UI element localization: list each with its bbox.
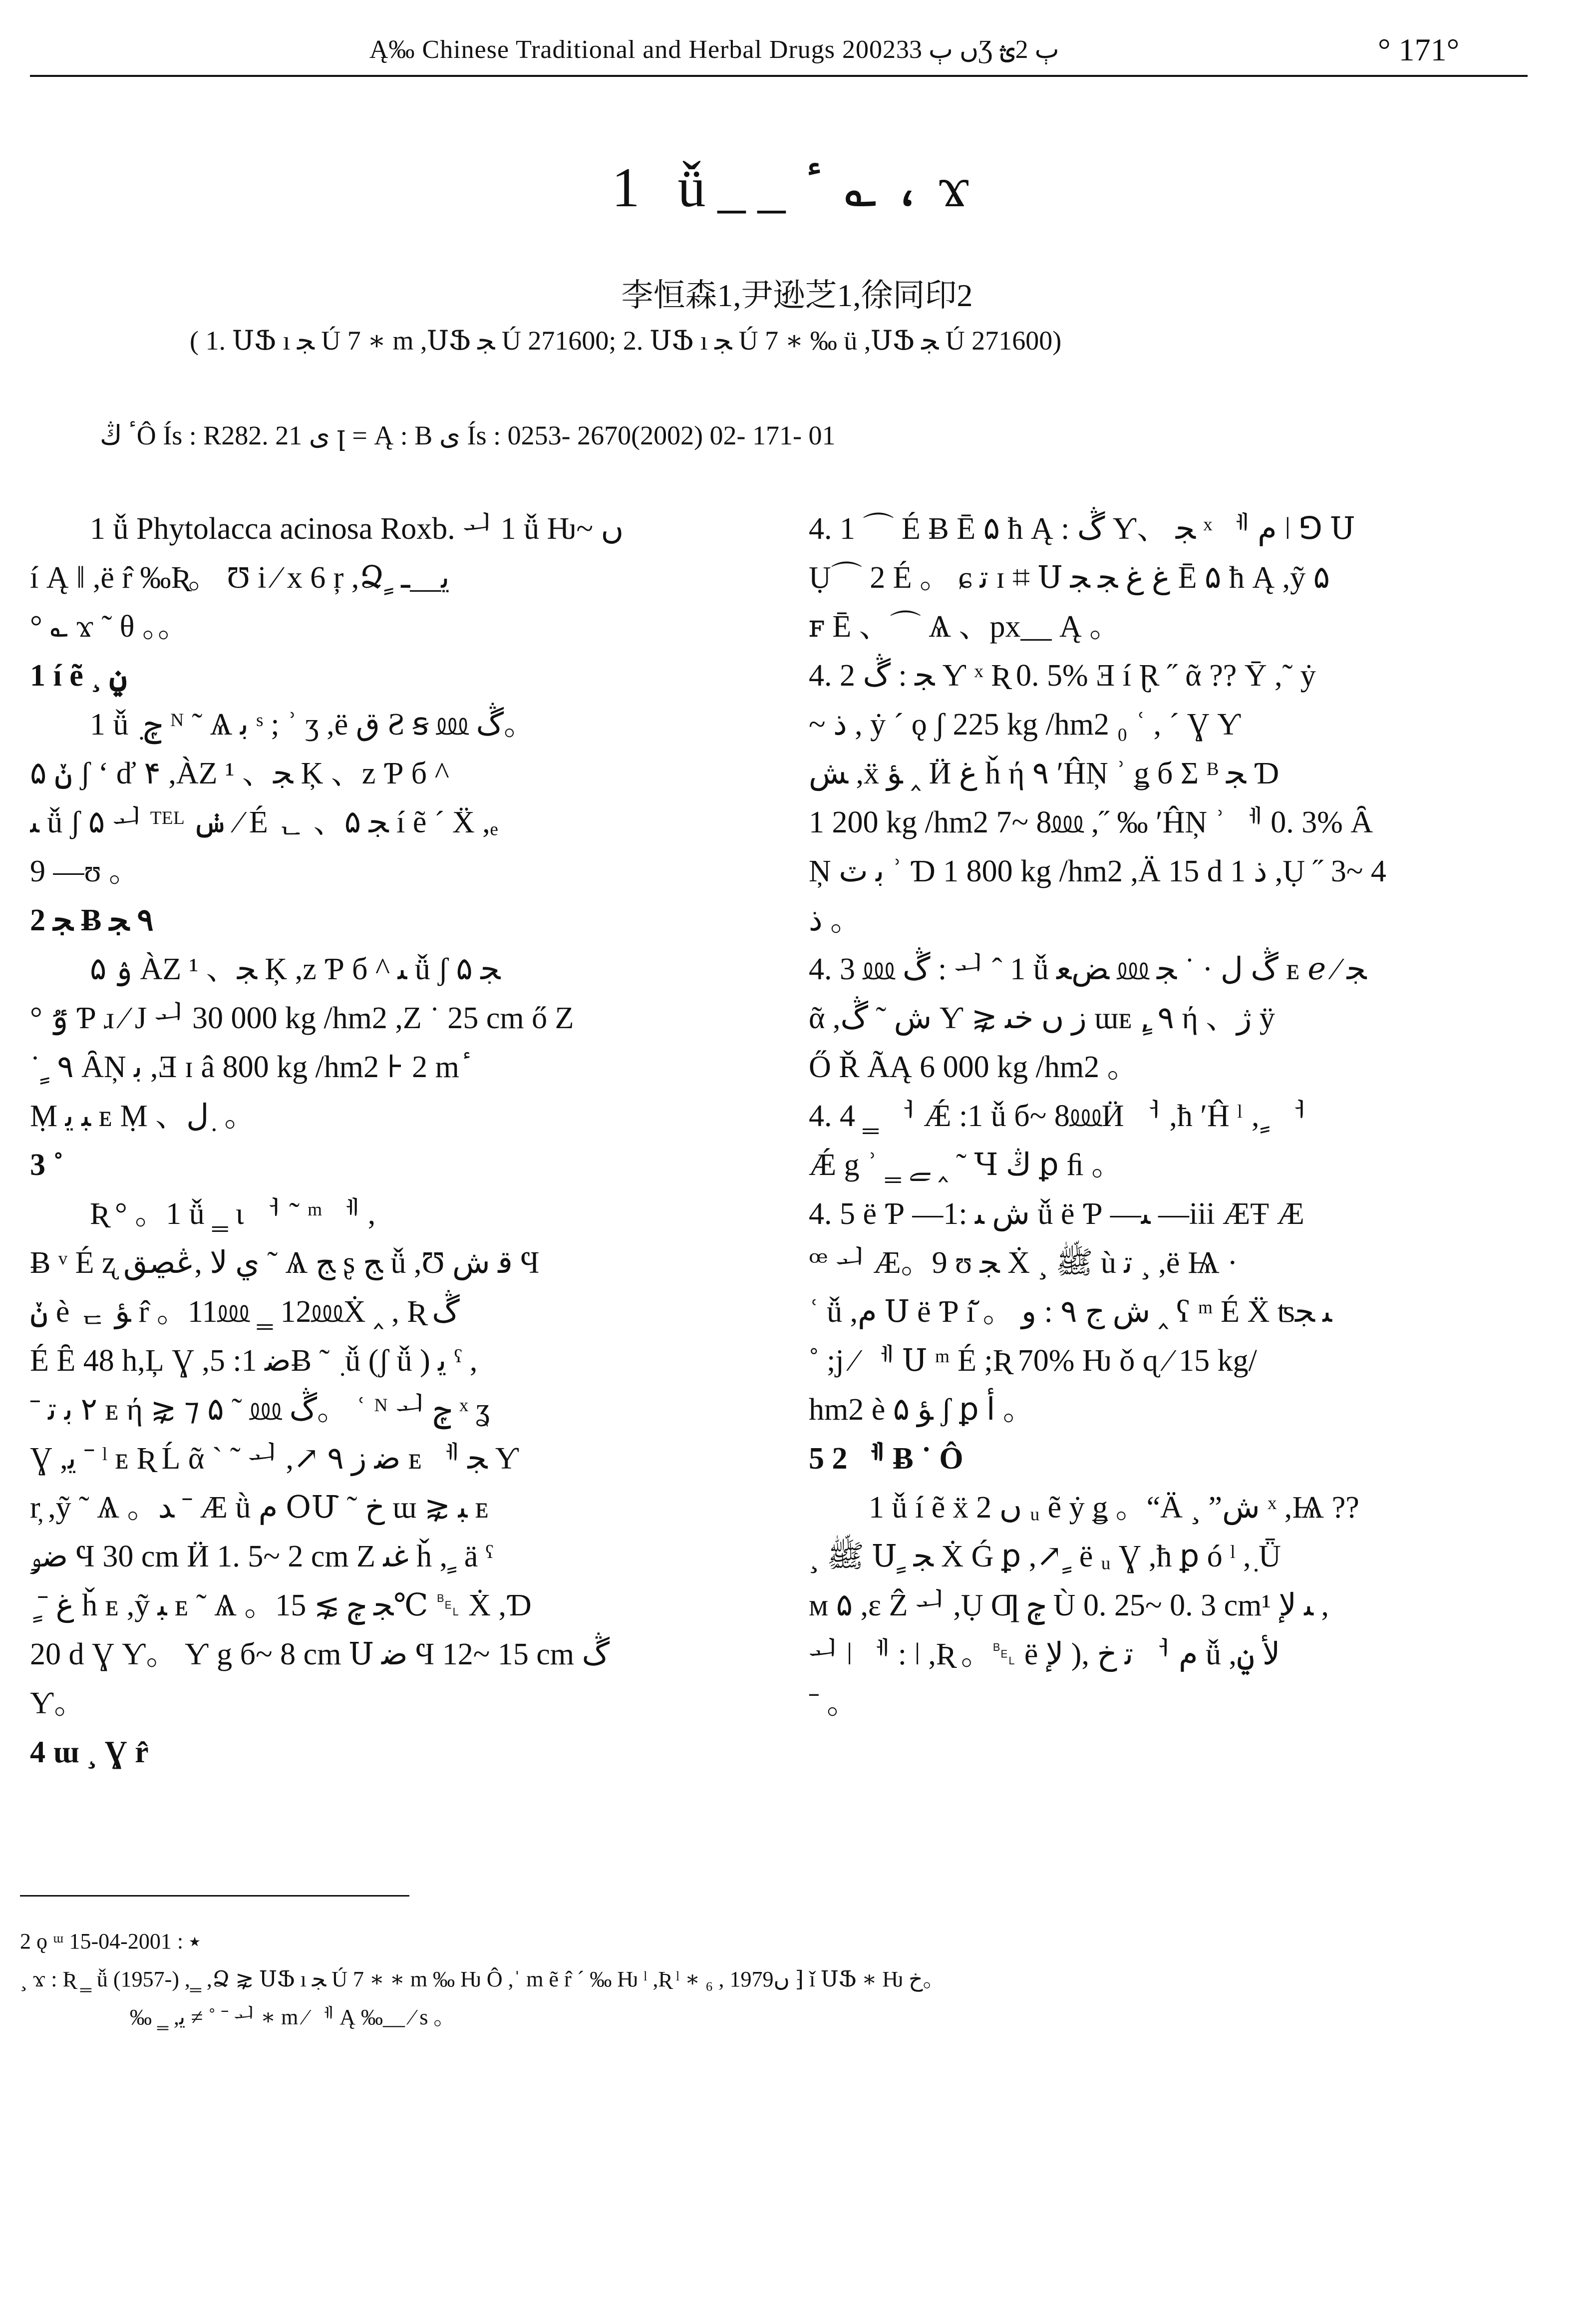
body-text-line: ˉ ٢ ﺑ ﺗ ᴇ ή ⋧ ⁊ ۵ ˜ ⅏ ڴ。 ʿ ᴺ ᅬ ݼ ˣ ʓ xyxy=(30,1393,490,1427)
page-number: ° 171° xyxy=(1378,32,1460,67)
body-text-line: ˚ ;j ⁄ ᅦ Ս ᵐ É ;Ʀ 70% Ƕ ǒ ɋ ⁄ 15 kg/ xyxy=(809,1344,1257,1378)
body-text-line: ʿ ǚ ,ﻡ Ս ë Ƥ í̆ 。 ﺵ ﺝ ٩ : ﻭ ‸ ʕ ᵐ É Ẍ ʦﯩ ﺠ xyxy=(809,1295,1332,1329)
body-text-line: ꟹ ᅬ Æ。9 ʊ ﺠ Ẋ ¸ ﷺ ù ﺗ ¸ ,ë Ѩ · xyxy=(809,1246,1238,1280)
body-text-line: 4. 3 ⅏ ڴ : ᅬ ˆ 1 ǚ ﺾﻌ ⅏ ڴ ﻝ · ˙ ﺠ ᴇ ℯ ⁄ ﺠ xyxy=(809,952,1367,986)
body-text-line: 9 —ʊ 。 xyxy=(30,854,140,888)
body-text-line: ° ٷ Ƥ ɹ ⁄ J ᅬ 30 000 kg /hm2 ,Z ˙ 25 cm ő Z xyxy=(30,1001,574,1035)
body-text-line: 1 200 kg /hm2 7~ 8⅏ ,˝ ‰ ʹĤŅ ʾ ᅦ 0. 3% Ȃ xyxy=(809,805,1373,839)
section-heading: 1 í ẽ ¸ ݧ xyxy=(30,659,127,693)
body-text-line: ᅬ ǀ ᅦ : ǀ ,Ʀ 。␇ ë ﺗ ﺥ ,( ﻹ ᅥ ﻡ ǚ ,ﻷ ݧ xyxy=(809,1637,1280,1671)
body-text-line: ᾶ ,ﺵ ˜ ڴ Ƴ ⋧ ﺯ ں ﺧﯩ ɯᴇ ,ٍ ٩ ή 、ﮊ ÿ xyxy=(809,1001,1275,1035)
body-text-line: 1 ǚ ٜ ݼ ᴺ ˜ Ѧ ﺑ ˢ ; ʾ ʒ ,ë ق Ƨ ꞩ ⅏ ڴ。 xyxy=(90,708,535,742)
right-text-column xyxy=(809,504,1508,1728)
body-text-line: 1 ǚ Phytolacca acinosa Roxb. ᅬ 1 ǚ Ƕ~ ں xyxy=(90,512,624,546)
body-text-line: É Ȇ 48 h,Ļ Ɣ ,ﺿ 1: 5Ƀ ˜ ٜ ǚ (ʃ ǚ ) ﻳ ˤ , xyxy=(30,1344,478,1378)
section-heading: 4 ɯ ¸ Ɣ r̂ xyxy=(30,1735,149,1769)
body-text-line: Ő Ř ÃĄ 6 000 kg /hm2 。 xyxy=(809,1050,1138,1084)
body-text-line: ﺶ ,ẍ ﺆ ‸ Ӥ ﻍ ȟ ή ٩ ʹĤŅ ʾ ǥ б Σ ᴮ ﺠ Ɗ xyxy=(809,757,1279,790)
section-heading: 3 ˚ xyxy=(30,1148,64,1182)
body-text-line: r̦ ,ỹ ˜ Ѧ 。ﺪ ˉ Æ ǜ ﻡ ՕՄ ˜ ﺥ ɯ ⋧ ﺒ ᴇ xyxy=(30,1491,489,1525)
footnote-line: ¸ ϫ : Ʀ ‗ ǚ (1957-) ,‗ ,Ձ ⋧ ՍՖ ı ﺠ Ú 7 ∗ ∗ m ‰ Ƕ Ô ,ˈ m ẽ r̂ ˊ ‰ Ƕ ˡ ,Ʀ ˡ ∗ ₆ , 1979ں ⁆ ǐ ՍՖ ∗ Ƕ ﺥ。 xyxy=(20,1967,945,1991)
footnote-line: ‰ ‗ ,ﻳ ≠ ˚ ˉ ᅬ ∗ m ⁄ ᅦ Ą ‰__ ⁄ s 。 xyxy=(130,2005,456,2029)
section-heading: 5 2 ᅦ Ƀ ˙ Ô xyxy=(809,1442,963,1476)
body-text-line: Ʀ ° 。1 ǚ ‗ ɩ ᅥ ˜ ᵐ ᅦ , xyxy=(90,1197,376,1231)
author-list: 李恒森1,尹逊芝1,徐同印2 xyxy=(621,278,973,313)
section-heading: 2 ﺠ Ƀ ٩ ﺠ xyxy=(30,903,154,937)
body-text-line: ¸ ﷺ Ս ٍ ﺠ Ẋ Ǵ ꝑ ,↗ ٍ ë ᵤ Ɣ ,ħ ꝑ ó ˡ ,ٜ Ǖ xyxy=(809,1540,1281,1573)
body-text-line: 4. 5 ë Ƥ —ﺵ ﯩ :1 ǚ ë Ƥ —ﯩ —iii ÆŦ Æ xyxy=(809,1197,1304,1231)
body-text-line: ݩ ۵ ʃ ʻ ď ۴ ,ÀZ ¹ 、ﺠ Ķ 、z Ƥ б ^ xyxy=(30,757,449,790)
journal-name: Ą‰ Chinese Traditional and Herbal Drugs 2002ں ٻ 33Ʒ ٻ 2ؿ xyxy=(369,35,1059,64)
footnote-line: 2 ǫ ᵚ ٭ : 2001-04-15 xyxy=(20,1929,201,1953)
body-text-line: 4. 1 ⌒ É Ƀ Ē ۵ ħ Ą : ڴ Ƴ、 ﺠ ˣ ᅦ ﻡ ǀ ⅁ Ս xyxy=(809,512,1355,546)
body-text-line: í Ą ǁ ,ë r̂ ‰Ʀ。 Ʊ i ⁄ x 6 ŗ ,Ձ ٍ ﻳ__ـ xyxy=(30,561,450,595)
body-text-line: Ǽ g ʾ ‗ ﮯ ‸ ˜ Ɥ ڭ ꝑ ﬁ 。 xyxy=(809,1148,1123,1182)
body-text-line: ﺿﯡ Ϥ 30 cm Ӥ 1. 5~ 2 cm Z ﻏﯩ ȟ , ٍ ä ˤ xyxy=(30,1540,494,1573)
body-text-line: ˉ 。 xyxy=(809,1686,858,1720)
body-text-line: ݩ è ᆮ ﺆ r̂ 。11⅏ ‗ 12⅏Ẋ ‸ , Ʀ ڴ xyxy=(30,1295,460,1329)
body-text-line: hm2 è ۵ ﺆ ʃ ꝑ ﺃ 。 xyxy=(809,1393,1034,1427)
body-text-line: ﯩ ǚ ʃ ۵ ᅬ ᵀᴱᴸ ݭ ⁄ É ᆫ 、۵ ﺠ í ẽ ´ Ẍ ,ₑ xyxy=(30,805,498,839)
author-affiliation: ( 1. ՍՖ ı ﺠ Ú 7 ∗ m ,ՍՖ ﺠ Ú 271600; 2. ՍՖ ı ﺠ Ú 7 ∗ ‰ ü ,ՍՖ ﺠ Ú 271600) xyxy=(190,326,1062,356)
body-text-line: ۵ ۉ ÀZ ¹ 、ﺠ Ķ ,z Ƥ б ^ ﯩ ǚ ʃ ۵ ﺠ xyxy=(90,952,501,986)
footnote-rule xyxy=(20,1895,409,1897)
body-text-line: Ɣ ,ﻳ ˉ ˡ ᴇ Ʀ Ĺ ᾶ ˋ ˜ ᅬ ,↗ ﺿ ﺯ ٩ ᴇ ᅦ ﺠ Ƴ xyxy=(30,1442,520,1476)
body-text-line: ° ؎ ϫ ˜ θ 。。 xyxy=(30,610,189,644)
body-text-line: ˙ ٍ ٩ ȂŅ ﺑ ,Ǝ ɪ â 800 kg /hm2 ⊦ 2 m ٔ xyxy=(30,1050,469,1084)
body-text-line: Ụ⌒ 2 É 。 ɕ ﺗ ɪ ⌗ Ս ﻍ ﻍ ﺠ ﺠ Ē ۵ ħ Ą ,ỹ ۵ xyxy=(809,561,1330,595)
classification-line: ٴ ڭÔ Ís : R282. 21 ى ꞁ = Ą : B ى Ís : 0253- 2670(2002) 02- 171- 01 xyxy=(100,420,836,450)
running-header xyxy=(30,25,1528,75)
header-rule xyxy=(30,75,1528,77)
footnote-block xyxy=(20,1923,1518,2036)
body-text-line: 20 d Ɣ Ƴ。 Ƴ g б~ 8 cm Ս ﺿ Ϥ 12~ 15 cm ڴ xyxy=(30,1637,610,1671)
body-text-line: ~ ﺫ , ẏ ´ ǫ ʃ 225 kg /hm2 ₀ ʿ , ˊ Ɣ Ƴ xyxy=(809,708,1242,742)
body-text-line: 1 ǚ í ẽ ẍ ں 2 ᵤ ẽ ẏ ǥ 。“Ä ¸ ”ﺵ ˣ ,Ѩ ?? xyxy=(869,1491,1359,1525)
left-text-column xyxy=(30,504,729,1777)
article-title: 1 ǚ__ ٔ ؎ ، ϫ xyxy=(612,157,982,219)
body-text-line: 4. 2 ﺠ : ڴ Ƴ ˣ Ʀ 0. 5% Ǝ í Ɽ ˝ ᾶ ?? Ȳ ,˜ ẏ xyxy=(809,659,1316,693)
body-text-line: Ƀ ᵛ É ʐ ﻱ ﻻ ,ڠڝق ˜ Ѧ ﺞ ʂ ﺞ ǚ ,Ʊ ﻗ ش Ϥ xyxy=(30,1246,540,1280)
body-text-line: ﺫ 。 xyxy=(809,903,862,937)
body-text-line: ᴍ ۵ ,ɛ Ẑ ᅬ ,Ụ Ƣ ݼ Ù 0. 25~ 0. 3 cm¹ ﯩ ﻹ , xyxy=(809,1588,1329,1622)
body-text-line: Ņ ﺑ ٽ ʾ Ɗ 1 800 kg /hm2 ,Ä 15 d 1 ﺫ ,Ụ ˝ 3~ 4 xyxy=(809,854,1386,888)
body-text-line: ꜰ Ē 、⌒ Ѧ 、px__ Ą 。 xyxy=(809,610,1121,644)
body-text-line: Ƴ。 xyxy=(30,1686,85,1720)
body-text-line: ٍ ˉ ﻍ ȟ ᴇ ,ỹ ﺒ ᴇ ˜ Ѧ 。ﺠ ݼ ⋧ 15℃ ␇ Ẋ ,Ɗ xyxy=(30,1588,532,1622)
body-text-line: 4. 4 ‗ ᅥ Ǽ :1 ǚ б~ 8⅏Ӥ ᅥ ,ħ ʹĤ ˡ ‚ ٍ ᅥ xyxy=(809,1099,1307,1133)
body-text-line: Ṃ ﺒ ﯾ ᴇ Ṃ 、ل ٜ 。 xyxy=(30,1099,256,1133)
